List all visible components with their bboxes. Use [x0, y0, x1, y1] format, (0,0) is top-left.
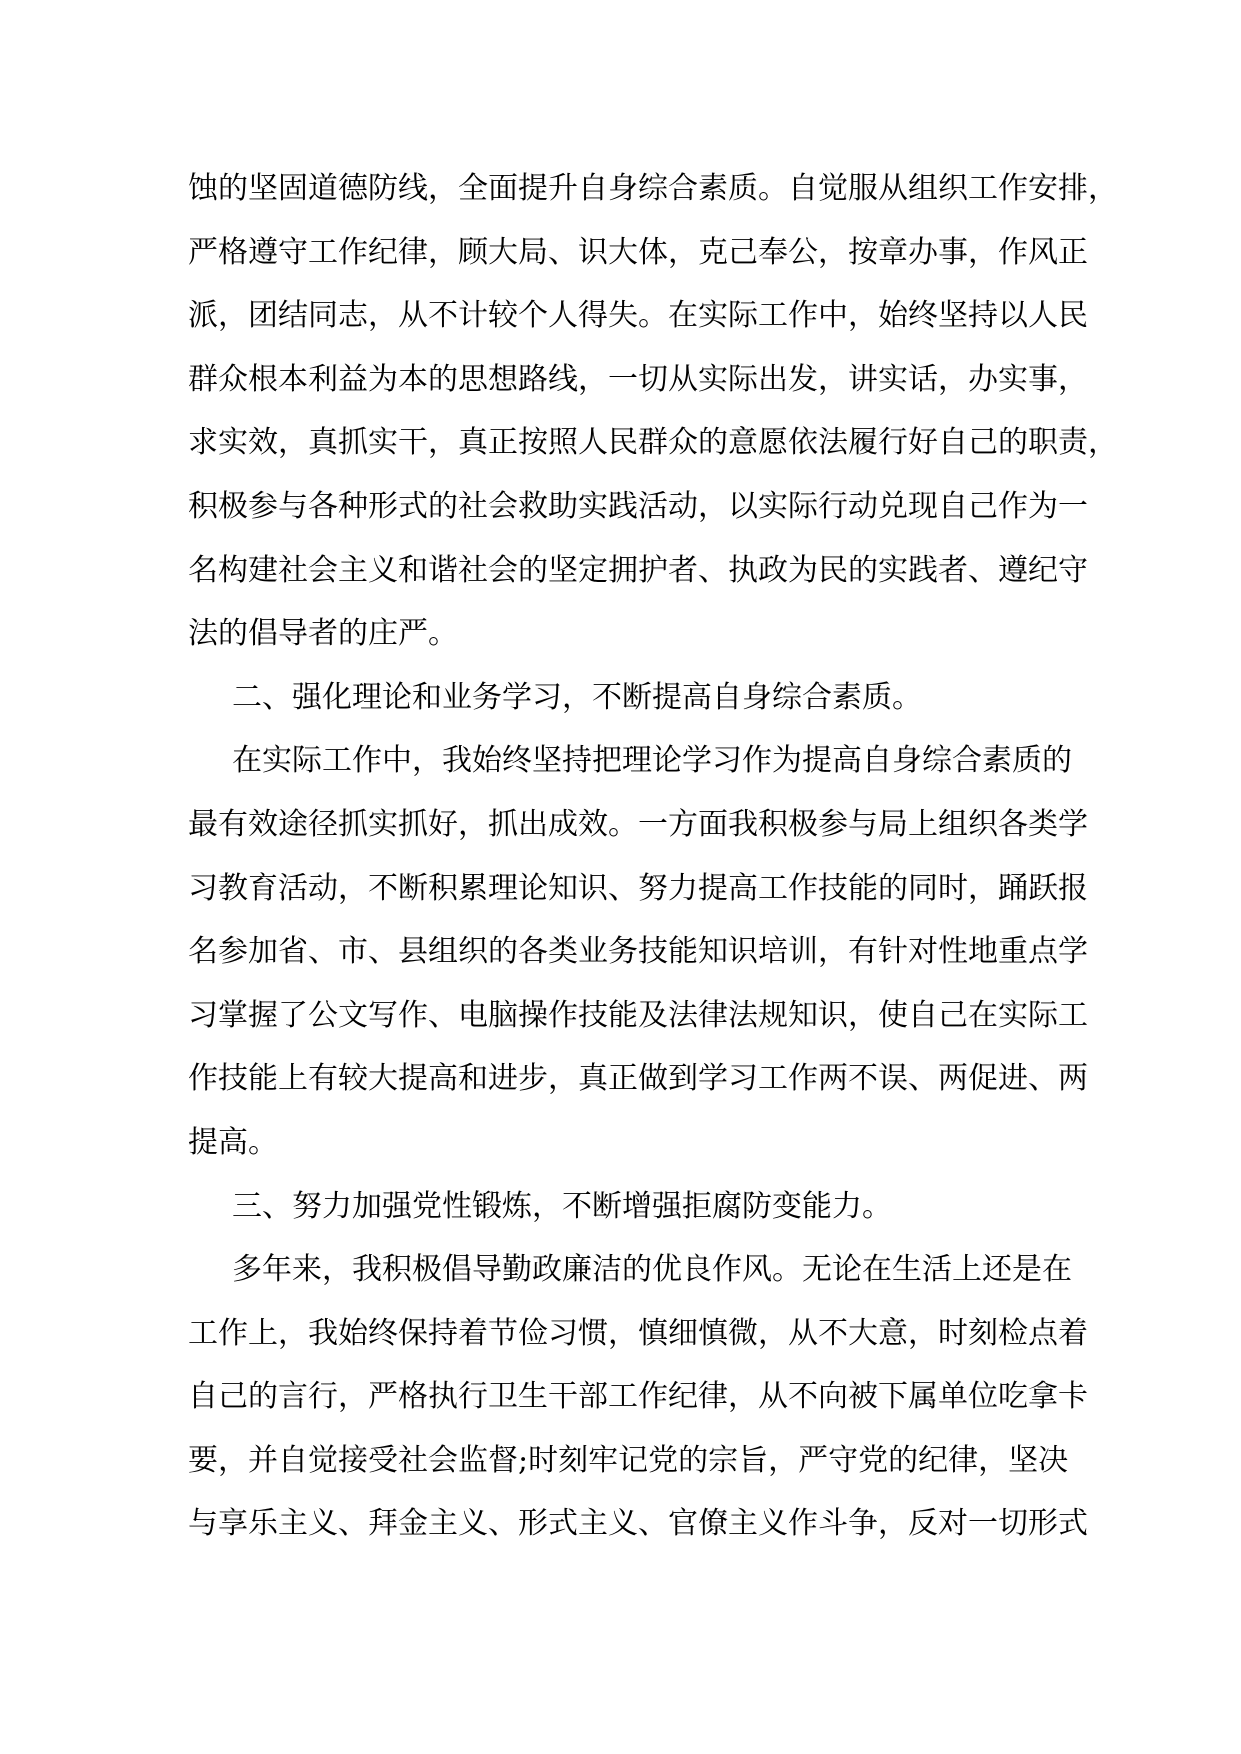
- text-line: 积极参与各种形式的社会救助实践活动，以实际行动兑现自己作为一: [188, 488, 1088, 524]
- text-line: 群众根本利益为本的思想路线，一切从实际出发，讲实话，办实事，: [188, 361, 1088, 397]
- text-line: 作技能上有较大提高和进步，真正做到学习工作两不误、两促进、两: [188, 1061, 1088, 1097]
- text-line: 三、努力加强党性锻炼，不断增强拒腐防变能力。: [232, 1188, 892, 1224]
- text-line: 习掌握了公文写作、电脑操作技能及法律法规知识，使自己在实际工: [188, 997, 1088, 1033]
- text-line: 最有效途径抓实抓好，抓出成效。一方面我积极参与局上组织各类学: [188, 806, 1088, 842]
- text-line: 要，并自觉接受社会监督;时刻牢记党的宗旨，严守党的纪律，坚决: [188, 1442, 1069, 1478]
- text-line: 在实际工作中，我始终坚持把理论学习作为提高自身综合素质的: [232, 743, 1072, 779]
- text-line: 多年来，我积极倡导勤政廉洁的优良作风。无论在生活上还是在: [232, 1252, 1072, 1288]
- text-line: 自己的言行，严格执行卫生干部工作纪律，从不向被下属单位吃拿卡: [188, 1379, 1088, 1415]
- text-line: 名构建社会主义和谐社会的坚定拥护者、执政为民的实践者、遵纪守: [188, 552, 1088, 588]
- text-line: 求实效，真抓实干，真正按照人民群众的意愿依法履行好自己的职责，: [188, 425, 1118, 461]
- text-line: 工作上，我始终保持着节俭习惯，慎细慎微，从不大意，时刻检点着: [188, 1315, 1088, 1351]
- text-line: 习教育活动，不断积累理论知识、努力提高工作技能的同时，踊跃报: [188, 870, 1088, 906]
- text-line: 法的倡导者的庄严。: [188, 616, 458, 652]
- text-line: 派，团结同志，从不计较个人得失。在实际工作中，始终坚持以人民: [188, 298, 1088, 334]
- text-line: 与享乐主义、拜金主义、形式主义、官僚主义作斗争，反对一切形式: [188, 1506, 1088, 1542]
- document-body: [188, 157, 1118, 1556]
- text-line: 二、强化理论和业务学习，不断提高自身综合素质。: [232, 679, 922, 715]
- text-line: 蚀的坚固道德防线，全面提升自身综合素质。自觉服从组织工作安排，: [188, 171, 1118, 206]
- text-line: 严格遵守工作纪律，顾大局、识大体，克己奉公，按章办事，作风正: [188, 234, 1088, 270]
- text-line: 名参加省、市、县组织的各类业务技能知识培训，有针对性地重点学: [188, 934, 1088, 970]
- text-line: 提高。: [188, 1124, 278, 1160]
